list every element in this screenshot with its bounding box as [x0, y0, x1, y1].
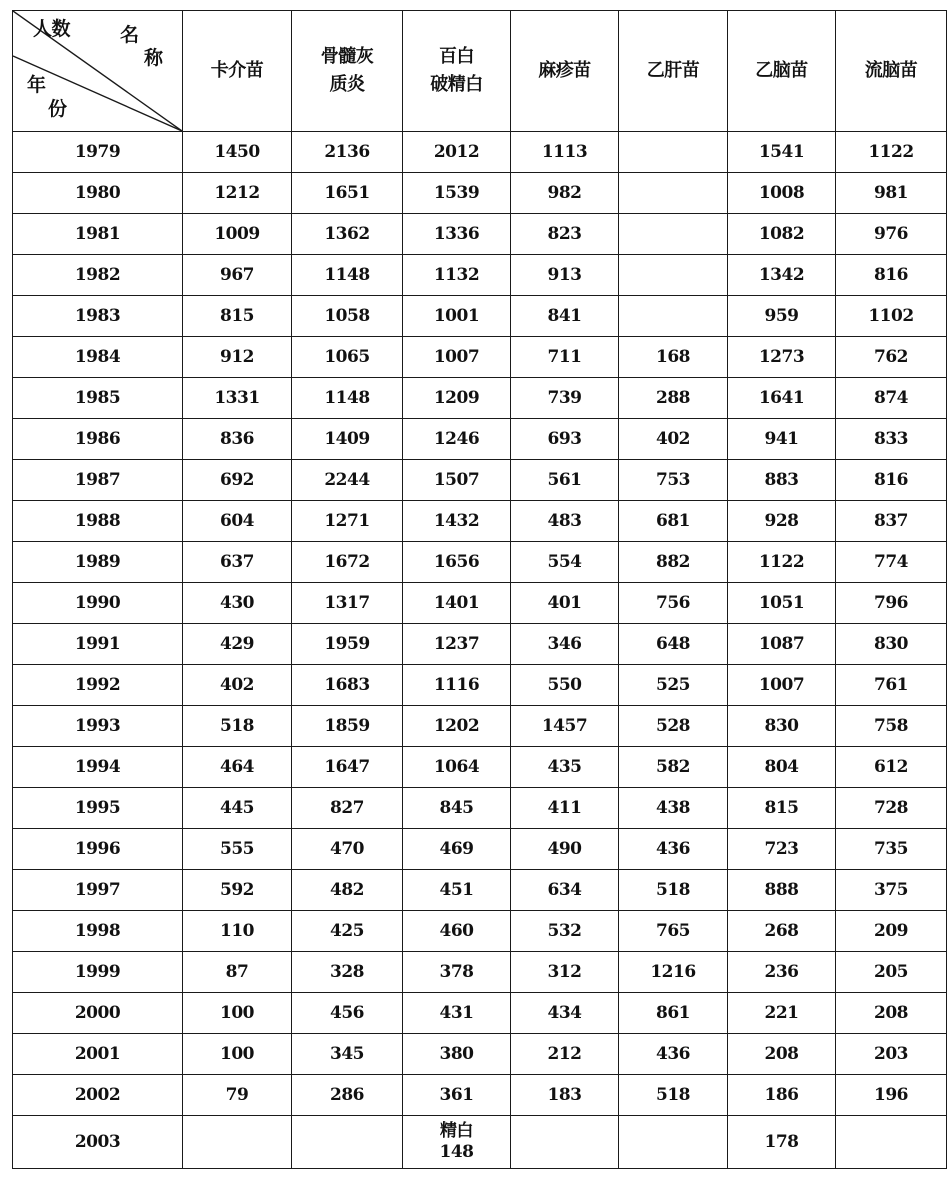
count-cell: 1683: [292, 665, 403, 706]
count-cell: 1647: [292, 747, 403, 788]
count-cell: 100: [183, 1034, 292, 1075]
count-cell: 2136: [292, 132, 403, 173]
count-cell: 286: [292, 1075, 403, 1116]
table-row: [13, 747, 947, 788]
count-cell: 528: [619, 706, 728, 747]
count-cell: 735: [836, 829, 947, 870]
column-header-line: 麻疹苗: [538, 60, 591, 81]
corner-label-year-2: 份: [48, 98, 67, 120]
count-cell: 1058: [292, 296, 403, 337]
count-cell: 582: [619, 747, 728, 788]
year-cell: 1992: [13, 665, 183, 706]
count-cell: 555: [183, 829, 292, 870]
count-cell: 532: [511, 911, 619, 952]
count-cell: [292, 1116, 403, 1169]
count-cell: 411: [511, 788, 619, 829]
count-cell: 1007: [728, 665, 836, 706]
column-header: [836, 11, 947, 132]
count-cell: 830: [836, 624, 947, 665]
count-cell: 1212: [183, 173, 292, 214]
table-row: [13, 419, 947, 460]
count-cell: 186: [728, 1075, 836, 1116]
count-cell: 882: [619, 542, 728, 583]
cell-line: 148: [439, 1142, 474, 1162]
year-cell: 2003: [13, 1116, 183, 1169]
column-header-line: 骨髓灰: [320, 46, 374, 67]
count-cell: 483: [511, 501, 619, 542]
count-cell: 429: [183, 624, 292, 665]
count-cell: 1641: [728, 378, 836, 419]
corner-label-year-1: 年: [27, 74, 46, 96]
table-row: [13, 460, 947, 501]
year-cell: 1985: [13, 378, 183, 419]
count-cell: 815: [728, 788, 836, 829]
count-cell: 1342: [728, 255, 836, 296]
count-cell: 554: [511, 542, 619, 583]
year-cell: 2000: [13, 993, 183, 1034]
count-cell: 345: [292, 1034, 403, 1075]
count-cell: 711: [511, 337, 619, 378]
count-cell: 841: [511, 296, 619, 337]
count-cell: 1064: [403, 747, 511, 788]
count-cell: 830: [728, 706, 836, 747]
count-cell: 203: [836, 1034, 947, 1075]
column-header: [619, 11, 728, 132]
count-cell: 490: [511, 829, 619, 870]
count-cell: 469: [403, 829, 511, 870]
count-cell: 1087: [728, 624, 836, 665]
table-row: [13, 624, 947, 665]
count-cell: 1001: [403, 296, 511, 337]
count-cell: 518: [183, 706, 292, 747]
count-cell: 1450: [183, 132, 292, 173]
count-cell: 981: [836, 173, 947, 214]
count-cell: 482: [292, 870, 403, 911]
count-cell: 79: [183, 1075, 292, 1116]
count-cell: 1457: [511, 706, 619, 747]
count-cell: 1331: [183, 378, 292, 419]
count-cell: 2244: [292, 460, 403, 501]
count-cell: 959: [728, 296, 836, 337]
count-cell: 110: [183, 911, 292, 952]
count-cell: 761: [836, 665, 947, 706]
count-cell: 380: [403, 1034, 511, 1075]
table-row: [13, 173, 947, 214]
count-cell: 774: [836, 542, 947, 583]
table-row: [13, 665, 947, 706]
count-cell: [511, 1116, 619, 1169]
count-cell: 456: [292, 993, 403, 1034]
count-cell: 637: [183, 542, 292, 583]
year-cell: 1983: [13, 296, 183, 337]
count-cell: 168: [619, 337, 728, 378]
count-cell: [836, 1116, 947, 1169]
table-row: [13, 296, 947, 337]
count-cell: 436: [619, 829, 728, 870]
count-cell: 796: [836, 583, 947, 624]
count-cell: 1401: [403, 583, 511, 624]
count-cell: 1102: [836, 296, 947, 337]
count-cell: 728: [836, 788, 947, 829]
count-cell: 1246: [403, 419, 511, 460]
table-row: [13, 337, 947, 378]
year-cell: 1984: [13, 337, 183, 378]
count-cell: 436: [619, 1034, 728, 1075]
table-row: [13, 870, 947, 911]
year-cell: 1979: [13, 132, 183, 173]
count-cell: 888: [728, 870, 836, 911]
count-cell: 1651: [292, 173, 403, 214]
year-cell: 1995: [13, 788, 183, 829]
table-row: [13, 132, 947, 173]
header-row: [13, 11, 947, 132]
year-cell: 2002: [13, 1075, 183, 1116]
count-cell: 845: [403, 788, 511, 829]
count-cell: 375: [836, 870, 947, 911]
count-cell: 1507: [403, 460, 511, 501]
count-cell: 604: [183, 501, 292, 542]
count-cell: 464: [183, 747, 292, 788]
column-header: [511, 11, 619, 132]
count-cell: 431: [403, 993, 511, 1034]
count-cell: [619, 296, 728, 337]
column-header: [403, 11, 511, 132]
count-cell: 209: [836, 911, 947, 952]
count-cell: 1051: [728, 583, 836, 624]
table-row: [13, 911, 947, 952]
count-cell: [619, 1116, 728, 1169]
year-cell: 1999: [13, 952, 183, 993]
column-header: [728, 11, 836, 132]
count-cell: 328: [292, 952, 403, 993]
count-cell: 1409: [292, 419, 403, 460]
count-cell: 87: [183, 952, 292, 993]
count-cell: 1122: [728, 542, 836, 583]
count-cell: 1113: [511, 132, 619, 173]
count-cell: 1273: [728, 337, 836, 378]
count-cell: 823: [511, 214, 619, 255]
year-cell: 1996: [13, 829, 183, 870]
count-cell: 1148: [292, 255, 403, 296]
year-cell: 1987: [13, 460, 183, 501]
count-cell: 815: [183, 296, 292, 337]
count-cell: 941: [728, 419, 836, 460]
year-cell: 1998: [13, 911, 183, 952]
count-cell: 758: [836, 706, 947, 747]
count-cell: 196: [836, 1075, 947, 1116]
count-cell: 470: [292, 829, 403, 870]
count-cell: [619, 255, 728, 296]
year-cell: 1994: [13, 747, 183, 788]
count-cell: 268: [728, 911, 836, 952]
count-cell: [183, 1116, 292, 1169]
count-cell: 912: [183, 337, 292, 378]
count-cell: 913: [511, 255, 619, 296]
corner-label-name-2: 称: [144, 47, 163, 69]
count-cell: 1148: [292, 378, 403, 419]
count-cell: 212: [511, 1034, 619, 1075]
count-cell: 402: [619, 419, 728, 460]
count-cell: 1202: [403, 706, 511, 747]
count-cell: 723: [728, 829, 836, 870]
year-cell: 2001: [13, 1034, 183, 1075]
count-cell: 401: [511, 583, 619, 624]
year-cell: 1993: [13, 706, 183, 747]
table-row: [13, 214, 947, 255]
table-row: [13, 1116, 947, 1169]
count-cell: 425: [292, 911, 403, 952]
count-cell: [403, 1116, 511, 1169]
count-cell: 1432: [403, 501, 511, 542]
count-cell: 378: [403, 952, 511, 993]
count-cell: 1216: [619, 952, 728, 993]
cell-line: 精白: [440, 1121, 473, 1141]
year-cell: 1986: [13, 419, 183, 460]
count-cell: 208: [836, 993, 947, 1034]
count-cell: 1541: [728, 132, 836, 173]
table-row: [13, 378, 947, 419]
column-header: [183, 11, 292, 132]
vaccination-table-sheet: [12, 10, 946, 1169]
count-cell: 1336: [403, 214, 511, 255]
count-cell: 928: [728, 501, 836, 542]
corner-header-cell: [13, 11, 183, 132]
count-cell: 208: [728, 1034, 836, 1075]
count-cell: 221: [728, 993, 836, 1034]
count-cell: 1007: [403, 337, 511, 378]
year-cell: 1988: [13, 501, 183, 542]
count-cell: 288: [619, 378, 728, 419]
count-cell: 765: [619, 911, 728, 952]
count-cell: 2012: [403, 132, 511, 173]
count-cell: 1008: [728, 173, 836, 214]
count-cell: 430: [183, 583, 292, 624]
count-cell: 1959: [292, 624, 403, 665]
table-row: [13, 1034, 947, 1075]
count-cell: 1209: [403, 378, 511, 419]
count-cell: 451: [403, 870, 511, 911]
count-cell: 634: [511, 870, 619, 911]
count-cell: [619, 132, 728, 173]
count-cell: 967: [183, 255, 292, 296]
count-cell: 739: [511, 378, 619, 419]
column-header-line: 乙脑苗: [755, 60, 808, 81]
column-header-line: 流脑苗: [864, 60, 918, 81]
count-cell: 1859: [292, 706, 403, 747]
year-cell: 1982: [13, 255, 183, 296]
column-header-line: 卡介苗: [210, 60, 264, 81]
table-row: [13, 952, 947, 993]
count-cell: 1539: [403, 173, 511, 214]
count-cell: 692: [183, 460, 292, 501]
count-cell: 883: [728, 460, 836, 501]
year-cell: 1981: [13, 214, 183, 255]
count-cell: 648: [619, 624, 728, 665]
count-cell: 861: [619, 993, 728, 1034]
count-cell: 1065: [292, 337, 403, 378]
count-cell: 1672: [292, 542, 403, 583]
count-cell: 434: [511, 993, 619, 1034]
count-cell: 550: [511, 665, 619, 706]
count-cell: 833: [836, 419, 947, 460]
count-cell: 1317: [292, 583, 403, 624]
count-cell: 753: [619, 460, 728, 501]
year-cell: 1989: [13, 542, 183, 583]
count-cell: 183: [511, 1075, 619, 1116]
corner-label-count: 人数: [33, 18, 71, 40]
count-cell: 816: [836, 255, 947, 296]
count-cell: 518: [619, 870, 728, 911]
count-cell: 205: [836, 952, 947, 993]
count-cell: 1082: [728, 214, 836, 255]
table-row: [13, 1075, 947, 1116]
count-cell: 346: [511, 624, 619, 665]
count-cell: 100: [183, 993, 292, 1034]
table-row: [13, 706, 947, 747]
column-header-line: 乙肝苗: [646, 60, 700, 81]
column-header-line: 百白: [439, 46, 474, 67]
count-cell: 445: [183, 788, 292, 829]
table-row: [13, 788, 947, 829]
count-cell: 693: [511, 419, 619, 460]
count-cell: 804: [728, 747, 836, 788]
count-cell: 178: [728, 1116, 836, 1169]
count-cell: 435: [511, 747, 619, 788]
column-header: [292, 11, 403, 132]
table-row: [13, 829, 947, 870]
count-cell: 1122: [836, 132, 947, 173]
corner-label-name-1: 名: [120, 24, 139, 46]
count-cell: 836: [183, 419, 292, 460]
year-cell: 1990: [13, 583, 183, 624]
count-cell: 518: [619, 1075, 728, 1116]
count-cell: 1656: [403, 542, 511, 583]
count-cell: 976: [836, 214, 947, 255]
count-cell: 1271: [292, 501, 403, 542]
count-cell: 874: [836, 378, 947, 419]
column-header-line: 破精白: [430, 74, 483, 95]
vaccination-table: [12, 10, 947, 1169]
count-cell: 525: [619, 665, 728, 706]
count-cell: 681: [619, 501, 728, 542]
column-header-line: 质炎: [329, 74, 365, 95]
count-cell: 1132: [403, 255, 511, 296]
table-row: [13, 255, 947, 296]
count-cell: 1237: [403, 624, 511, 665]
table-body: [13, 132, 947, 1169]
table-row: [13, 542, 947, 583]
count-cell: 460: [403, 911, 511, 952]
table-row: [13, 501, 947, 542]
table-row: [13, 583, 947, 624]
count-cell: 438: [619, 788, 728, 829]
count-cell: 762: [836, 337, 947, 378]
count-cell: 312: [511, 952, 619, 993]
count-cell: 402: [183, 665, 292, 706]
year-cell: 1991: [13, 624, 183, 665]
count-cell: 1116: [403, 665, 511, 706]
count-cell: 561: [511, 460, 619, 501]
count-cell: 1009: [183, 214, 292, 255]
year-cell: 1997: [13, 870, 183, 911]
count-cell: 827: [292, 788, 403, 829]
count-cell: 816: [836, 460, 947, 501]
table-row: [13, 993, 947, 1034]
count-cell: 236: [728, 952, 836, 993]
count-cell: 837: [836, 501, 947, 542]
count-cell: 756: [619, 583, 728, 624]
count-cell: [619, 214, 728, 255]
count-cell: 361: [403, 1075, 511, 1116]
count-cell: 982: [511, 173, 619, 214]
count-cell: 1362: [292, 214, 403, 255]
count-cell: [619, 173, 728, 214]
count-cell: 612: [836, 747, 947, 788]
year-cell: 1980: [13, 173, 183, 214]
count-cell: 592: [183, 870, 292, 911]
